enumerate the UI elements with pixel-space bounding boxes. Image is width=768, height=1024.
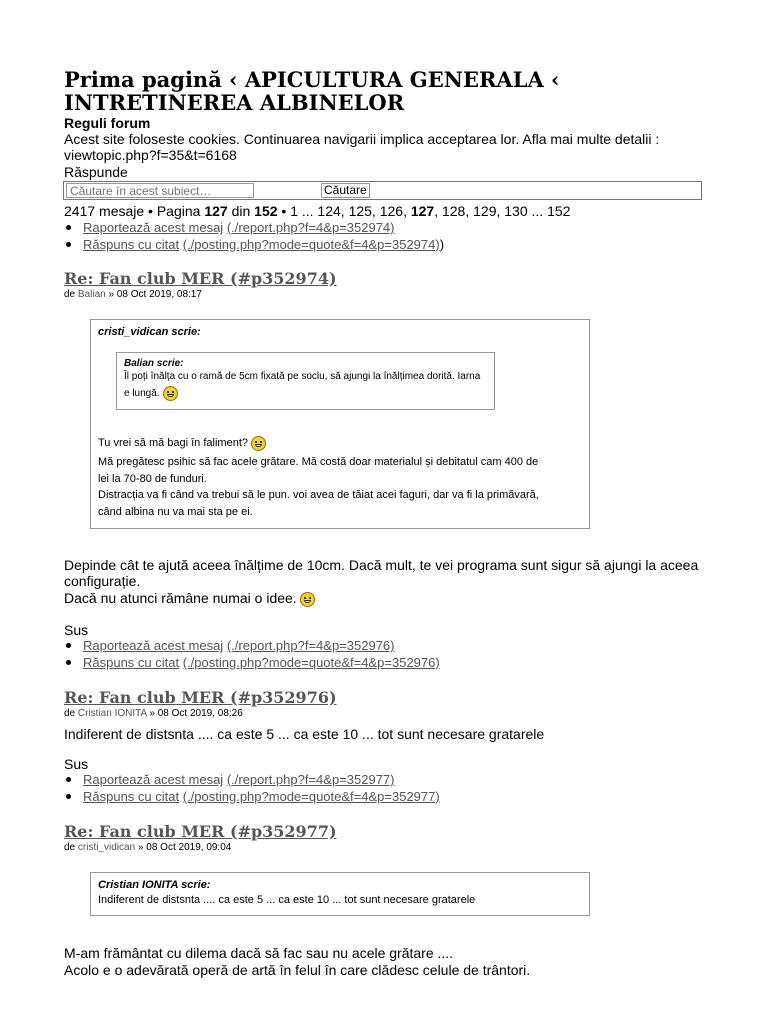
post-body-line: Acolo e o adevărată operă de artă în felul în care clădesc celule de trântori. — [64, 962, 531, 978]
post-body-text: Dacă nu atunci rămâne numai o idee. — [64, 590, 297, 606]
nested-quote-line — [124, 386, 178, 402]
post-byline — [64, 842, 231, 854]
list-item[interactable] — [64, 654, 440, 671]
post-author[interactable]: cristi_vidican — [77, 842, 136, 853]
post-author[interactable]: Cristian IONITA — [77, 708, 147, 719]
report-link[interactable]: Raportează acest mesaj — [83, 638, 224, 653]
list-item[interactable]: Răspuns cu citat (./posting.php?mode=quote&f=4&p=352974)) — [64, 236, 444, 253]
pagination-pages-after[interactable]: , 128, 129, 130 ... 152 — [434, 203, 571, 219]
nested-quote-author: Balian scrie: — [124, 358, 184, 369]
report-link[interactable]: Raportează acest mesaj — [83, 220, 224, 235]
pagination-current: 127 — [204, 203, 228, 219]
quote-line: lei la 70-80 de funduri. — [98, 473, 207, 485]
post-body-line: Depinde cât te ajută aceea înălțime de 10cm. Dacă mult, te vei programa sunt sigur să ajungi la aceea — [64, 557, 699, 573]
back-to-top-link[interactable]: Sus — [64, 756, 89, 772]
post-author[interactable]: Balian — [77, 289, 106, 300]
post-body-line: M-am frământat cu dilema dacă să fac sau nu acele grătare .... — [64, 945, 454, 961]
search-input[interactable] — [66, 183, 254, 198]
quote-line: Distracția va fi când va trebui să le pun. voi avea de tăiat acei faguri, dar va fi la primăvară, — [98, 489, 539, 501]
laughing-smiley-icon — [251, 436, 266, 451]
post-action-list — [64, 771, 440, 805]
report-url[interactable]: (./report.php?f=4&p=352976) — [226, 638, 395, 653]
quote-author: cristi_vidican scrie: — [98, 326, 201, 338]
quote-url[interactable]: (./posting.php?mode=quote&f=4&p=352974) — [182, 237, 440, 252]
post-title[interactable]: Re: Fan club MER (#p352976) — [64, 688, 337, 707]
report-link[interactable]: Raportează acest mesaj — [83, 772, 224, 787]
nested-quote-text: e lungă. — [124, 388, 160, 400]
search-box — [63, 181, 702, 200]
post-byline — [64, 708, 243, 720]
list-item[interactable] — [64, 788, 440, 805]
quote-block — [90, 319, 590, 529]
quote-block — [90, 872, 590, 916]
post-byline — [64, 289, 202, 301]
search-button[interactable]: Căutare — [321, 183, 370, 198]
reply-link[interactable]: Răspunde — [64, 164, 128, 180]
post-date: » 08 Oct 2019, 08:26 — [146, 708, 243, 719]
post-action-list — [64, 637, 440, 671]
post-body-line: Indiferent de distsnta .... ca este 5 ... ca este 10 ... tot sunt necesare gratarele — [64, 726, 545, 742]
post-body-line: configurație. — [64, 573, 141, 589]
quote-text: Tu vrei să mă bagi în faliment? — [98, 437, 248, 449]
nested-quote-block — [116, 352, 495, 410]
quote-line: Indiferent de distsnta .... ca este 5 ... ca este 10 ... tot sunt necesare gratarele — [98, 894, 476, 906]
pagination-prefix: 2417 mesaje • Pagina — [64, 203, 205, 219]
quote-url[interactable]: (./posting.php?mode=quote&f=4&p=352976) — [182, 655, 440, 670]
post-date: » 08 Oct 2019, 08:17 — [105, 289, 202, 300]
pagination-total: 152 — [254, 203, 278, 219]
pagination-of: din — [227, 203, 255, 219]
quote-line — [98, 435, 266, 452]
post-body-line — [64, 590, 315, 607]
report-url[interactable]: (./report.php?f=4&p=352977) — [226, 772, 395, 787]
quote-link[interactable]: Răspuns cu citat — [83, 655, 180, 670]
nested-quote-line: Îl poți înălța cu o ramă de 5cm fixată pe soclu, să ajungi la înălțimea dorită. Iarna — [124, 371, 481, 382]
byline-prefix: de — [64, 842, 78, 853]
pagination-current-page: 127 — [410, 203, 435, 219]
cookie-notice-line1: Acest site foloseste cookies. Continuarea navigarii implica acceptarea lor. Afla mai multe detalii : — [64, 131, 660, 147]
quote-line: Mă pregătesc psihic să fac acele grătare. Mă costă doar materialul și debitatul cam 400 de — [98, 456, 539, 468]
list-item[interactable] — [64, 637, 440, 654]
post-title[interactable]: Re: Fan club MER (#p352977) — [64, 822, 337, 841]
back-to-top-link[interactable]: Sus — [64, 622, 89, 638]
list-item[interactable] — [64, 219, 444, 236]
byline-prefix: de — [64, 289, 78, 300]
cookie-notice-line2[interactable]: viewtopic.php?f=35&t=6168 — [64, 147, 237, 163]
quote-line: când albina nu va mai sta pe ei. — [98, 506, 253, 518]
grin-smiley-icon — [163, 386, 178, 401]
quote-link[interactable]: Răspuns cu citat — [83, 237, 180, 252]
pagination — [64, 203, 570, 219]
report-url[interactable]: (./report.php?f=4&p=352974) — [226, 220, 395, 235]
breadcrumb[interactable]: Prima pagină ‹ APICULTURA GENERALA ‹ INTRETINEREA ALBINELOR — [64, 67, 560, 115]
post-date: » 08 Oct 2019, 09:04 — [135, 842, 232, 853]
silly-smiley-icon — [300, 592, 315, 607]
forum-rules-link[interactable]: Reguli forum — [64, 115, 151, 131]
pagination-pages[interactable]: • 1 ... 124, 125, 126, — [277, 203, 411, 219]
quote-link[interactable]: Răspuns cu citat — [83, 789, 180, 804]
quote-url[interactable]: (./posting.php?mode=quote&f=4&p=352977) — [182, 789, 440, 804]
list-item[interactable] — [64, 771, 440, 788]
top-action-list — [64, 219, 444, 253]
quote-author: Cristian IONITA scrie: — [98, 879, 211, 891]
post-title[interactable]: Re: Fan club MER (#p352974) — [64, 269, 337, 288]
byline-prefix: de — [64, 708, 78, 719]
